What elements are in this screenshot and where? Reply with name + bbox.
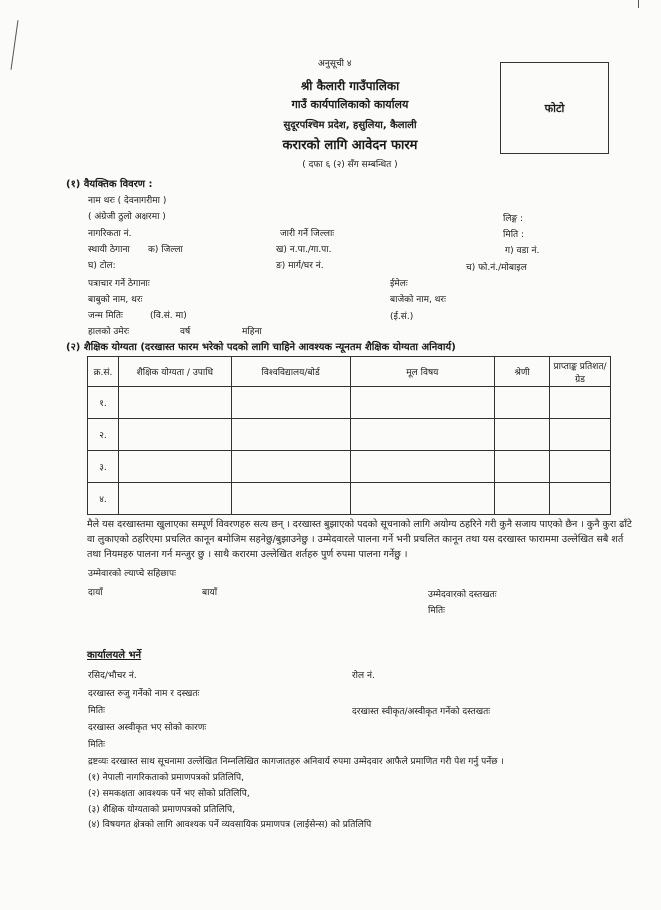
row-serial: २. bbox=[88, 419, 119, 451]
email-field[interactable]: ईमेलः bbox=[390, 279, 408, 289]
document-item: (२) समकक्षता आवश्यक पर्ने भए सोको प्रतिलिपि, bbox=[88, 789, 250, 799]
office-address: सुदूरपश्चिम प्रदेश, हसुलिया, कैलाली bbox=[283, 120, 417, 131]
education-table-header bbox=[88, 357, 611, 387]
table-cell[interactable] bbox=[495, 451, 550, 483]
col-qualification: शैक्षिक योग्यता / उपाधि bbox=[118, 357, 231, 387]
citizenship-number-field[interactable]: नागरिकता नं. bbox=[88, 229, 132, 239]
table-cell[interactable] bbox=[495, 387, 550, 419]
document-item: (४) विषयगत क्षेत्रको लागि आवश्यक पर्ने व्यवसायिक प्रमाणपत्र (लाईसेन्स) को प्रतिलिपि bbox=[88, 820, 372, 830]
dob-bs-field[interactable]: (वि.सं. मा) bbox=[150, 311, 187, 321]
dob-label: जन्म मितिः bbox=[88, 311, 123, 321]
document-item: (१) नेपाली नागरिकताको प्रमाणपत्रको प्रतिलिपि, bbox=[88, 773, 245, 783]
phone-field[interactable]: च) फो.नं./मोबाइल bbox=[466, 263, 527, 273]
declaration-text: मैले यस दरखास्तमा खुलाएका सम्पूर्ण विवरणहरु सत्य छन् । दरखास्त बुझाएको पदको सूचनाको लागि अयोग्य ठहरिने गरी कुनै सजाय पाएको छैन । कुनै कुरा ढाँटे वा लुकाएको ठहरिएमा प्रचलित कानून बमोजिम सहनेछु/बुझाउनेछु । उम्मेदवारले पालना गर्ने भनी प्रचलित कानून तथा यस दरखास्त फाराममा उल्लेखित सबै शर्त तथा नियमहरु पालना गर्न मन्जुर छु । साथै करारमा उल्लेखित शर्तहरु पुर्ण रुपमा पालना गर्नेछु । bbox=[87, 519, 632, 560]
signature-date-field[interactable]: मितिः bbox=[428, 606, 445, 616]
table-cell[interactable] bbox=[350, 483, 495, 515]
grandfather-name-field[interactable]: बाजेको नाम, थरः bbox=[390, 295, 446, 305]
table-cell[interactable] bbox=[231, 387, 350, 419]
right-thumb-box[interactable]: दायाँ bbox=[88, 588, 103, 598]
receipt-number-field[interactable]: रसिद/भौचर नं. bbox=[88, 671, 137, 681]
row-serial: १. bbox=[88, 387, 119, 419]
table-row bbox=[88, 483, 611, 515]
table-cell[interactable] bbox=[495, 419, 550, 451]
section2-heading: (२) शैक्षिक योग्यता (दरखास्त फारम भरेको पदको लागि चाहिने आवश्यक न्यूनतम शैक्षिक योग्यता अनिवार्य) bbox=[66, 342, 456, 353]
office-name: गाउँ कार्यपालिकाको कार्यालय bbox=[291, 98, 409, 111]
table-cell[interactable] bbox=[350, 451, 495, 483]
candidate-signature-field[interactable]: उम्मेदवारको दस्तखतः bbox=[428, 590, 497, 600]
education-table bbox=[87, 356, 611, 515]
thumbprint-label: उम्मेवारको ल्याप्चे सहिछापः bbox=[88, 569, 176, 579]
col-main-subject: मूल विषय bbox=[350, 357, 495, 387]
form-title: करारको लागि आवेदन फारम bbox=[282, 138, 418, 153]
rule-reference: ( दफा ६ (२) सँग सम्बन्धित ) bbox=[302, 160, 398, 170]
gender-field[interactable]: लिङ्ग : bbox=[503, 214, 524, 224]
district-field[interactable]: क) जिल्ला bbox=[148, 245, 183, 255]
mailing-address-field[interactable]: पत्राचार गर्ने ठेगानाः bbox=[88, 279, 150, 289]
municipality-field[interactable]: ख) न.पा./गा.पा. bbox=[276, 245, 332, 255]
col-serial: क्र.सं. bbox=[88, 357, 119, 387]
table-cell[interactable] bbox=[231, 419, 350, 451]
street-field[interactable]: ङ) मार्ग/घर नं. bbox=[276, 261, 324, 271]
col-university: विश्वविद्यालय/बोर्ड bbox=[231, 357, 350, 387]
name-nepali-field[interactable]: नाम थरः ( देवनागरीमा ) bbox=[88, 196, 167, 206]
rejection-reason-field[interactable]: दरखास्त अस्वीकृत भए सोको कारणः bbox=[88, 723, 207, 733]
name-english-field[interactable]: ( अंग्रेजी ठुलो अक्षरमा ) bbox=[88, 212, 166, 222]
document-item: (३) शैक्षिक योग्यताको प्रमाणपत्रको प्रतिलिपि, bbox=[88, 805, 235, 815]
col-percentage: प्राप्ताङ्क प्रतिशत/ग्रेड bbox=[550, 357, 611, 387]
tole-field[interactable]: घ) टोल: bbox=[88, 261, 116, 271]
table-cell[interactable] bbox=[118, 483, 231, 515]
issuing-district-field[interactable]: जारी गर्ने जिल्लाः bbox=[280, 229, 335, 239]
schedule-label: अनुसूची ४ bbox=[318, 59, 352, 69]
row-serial: ३. bbox=[88, 451, 119, 483]
office-use-heading: कार्यालयले भर्ने bbox=[87, 650, 142, 661]
approver-signature-field[interactable]: दरखास्त स्वीकृत/अस्वीकृत गर्नेको दस्तखतः bbox=[352, 707, 491, 717]
table-cell[interactable] bbox=[118, 419, 231, 451]
table-cell[interactable] bbox=[350, 419, 495, 451]
father-name-field[interactable]: बाबुको नाम, थरः bbox=[88, 295, 143, 305]
table-cell[interactable] bbox=[231, 483, 350, 515]
scan-edge-mark bbox=[11, 20, 19, 70]
table-cell[interactable] bbox=[550, 387, 611, 419]
age-years-field[interactable]: वर्ष bbox=[180, 327, 191, 337]
section1-heading: (१) वैयक्तिक विवरण : bbox=[66, 179, 153, 190]
rejection-date-field[interactable]: मितिः bbox=[88, 740, 105, 750]
scan-corner-mark bbox=[638, 0, 639, 8]
ward-field[interactable]: ग) वडा नं. bbox=[505, 246, 540, 256]
table-cell[interactable] bbox=[118, 387, 231, 419]
row-serial: ४. bbox=[88, 483, 119, 515]
table-cell[interactable] bbox=[550, 483, 611, 515]
permanent-address-label: स्थायी ठेगाना bbox=[88, 245, 130, 255]
left-thumb-box[interactable]: बायाँ bbox=[202, 588, 218, 598]
checker-name-field[interactable]: दरखास्त रुजु गर्नेको नाम र दस्खतः bbox=[88, 689, 200, 699]
current-age-label: हालको उमेरः bbox=[88, 327, 130, 337]
col-division: श्रेणी bbox=[495, 357, 550, 387]
table-row bbox=[88, 451, 611, 483]
table-row bbox=[88, 387, 611, 419]
table-cell[interactable] bbox=[350, 387, 495, 419]
table-cell[interactable] bbox=[118, 451, 231, 483]
roll-number-field[interactable]: रोल नं. bbox=[352, 671, 375, 681]
table-cell[interactable] bbox=[550, 451, 611, 483]
table-row bbox=[88, 419, 611, 451]
dob-ad-field[interactable]: (ई.सं.) bbox=[390, 312, 414, 322]
issue-date-field[interactable]: मिति : bbox=[503, 230, 525, 240]
office-date-field[interactable]: मितिः bbox=[88, 706, 105, 716]
note-text: द्रष्टव्यः दरखास्त साथ सूचनामा उल्लेखित निम्नलिखित कागजातहरु अनिवार्य रुपमा उम्मेदवार आफैले प्रमाणित गरी पेश गर्नु पर्नेछ । bbox=[88, 757, 504, 767]
age-months-field[interactable]: महिना bbox=[242, 327, 262, 337]
photo-box bbox=[500, 62, 609, 154]
photo-label: फोटो bbox=[544, 102, 565, 115]
table-cell[interactable] bbox=[550, 419, 611, 451]
municipality-name: श्री कैलारी गाउँपालिका bbox=[300, 79, 400, 93]
table-cell[interactable] bbox=[231, 451, 350, 483]
table-cell[interactable] bbox=[495, 483, 550, 515]
